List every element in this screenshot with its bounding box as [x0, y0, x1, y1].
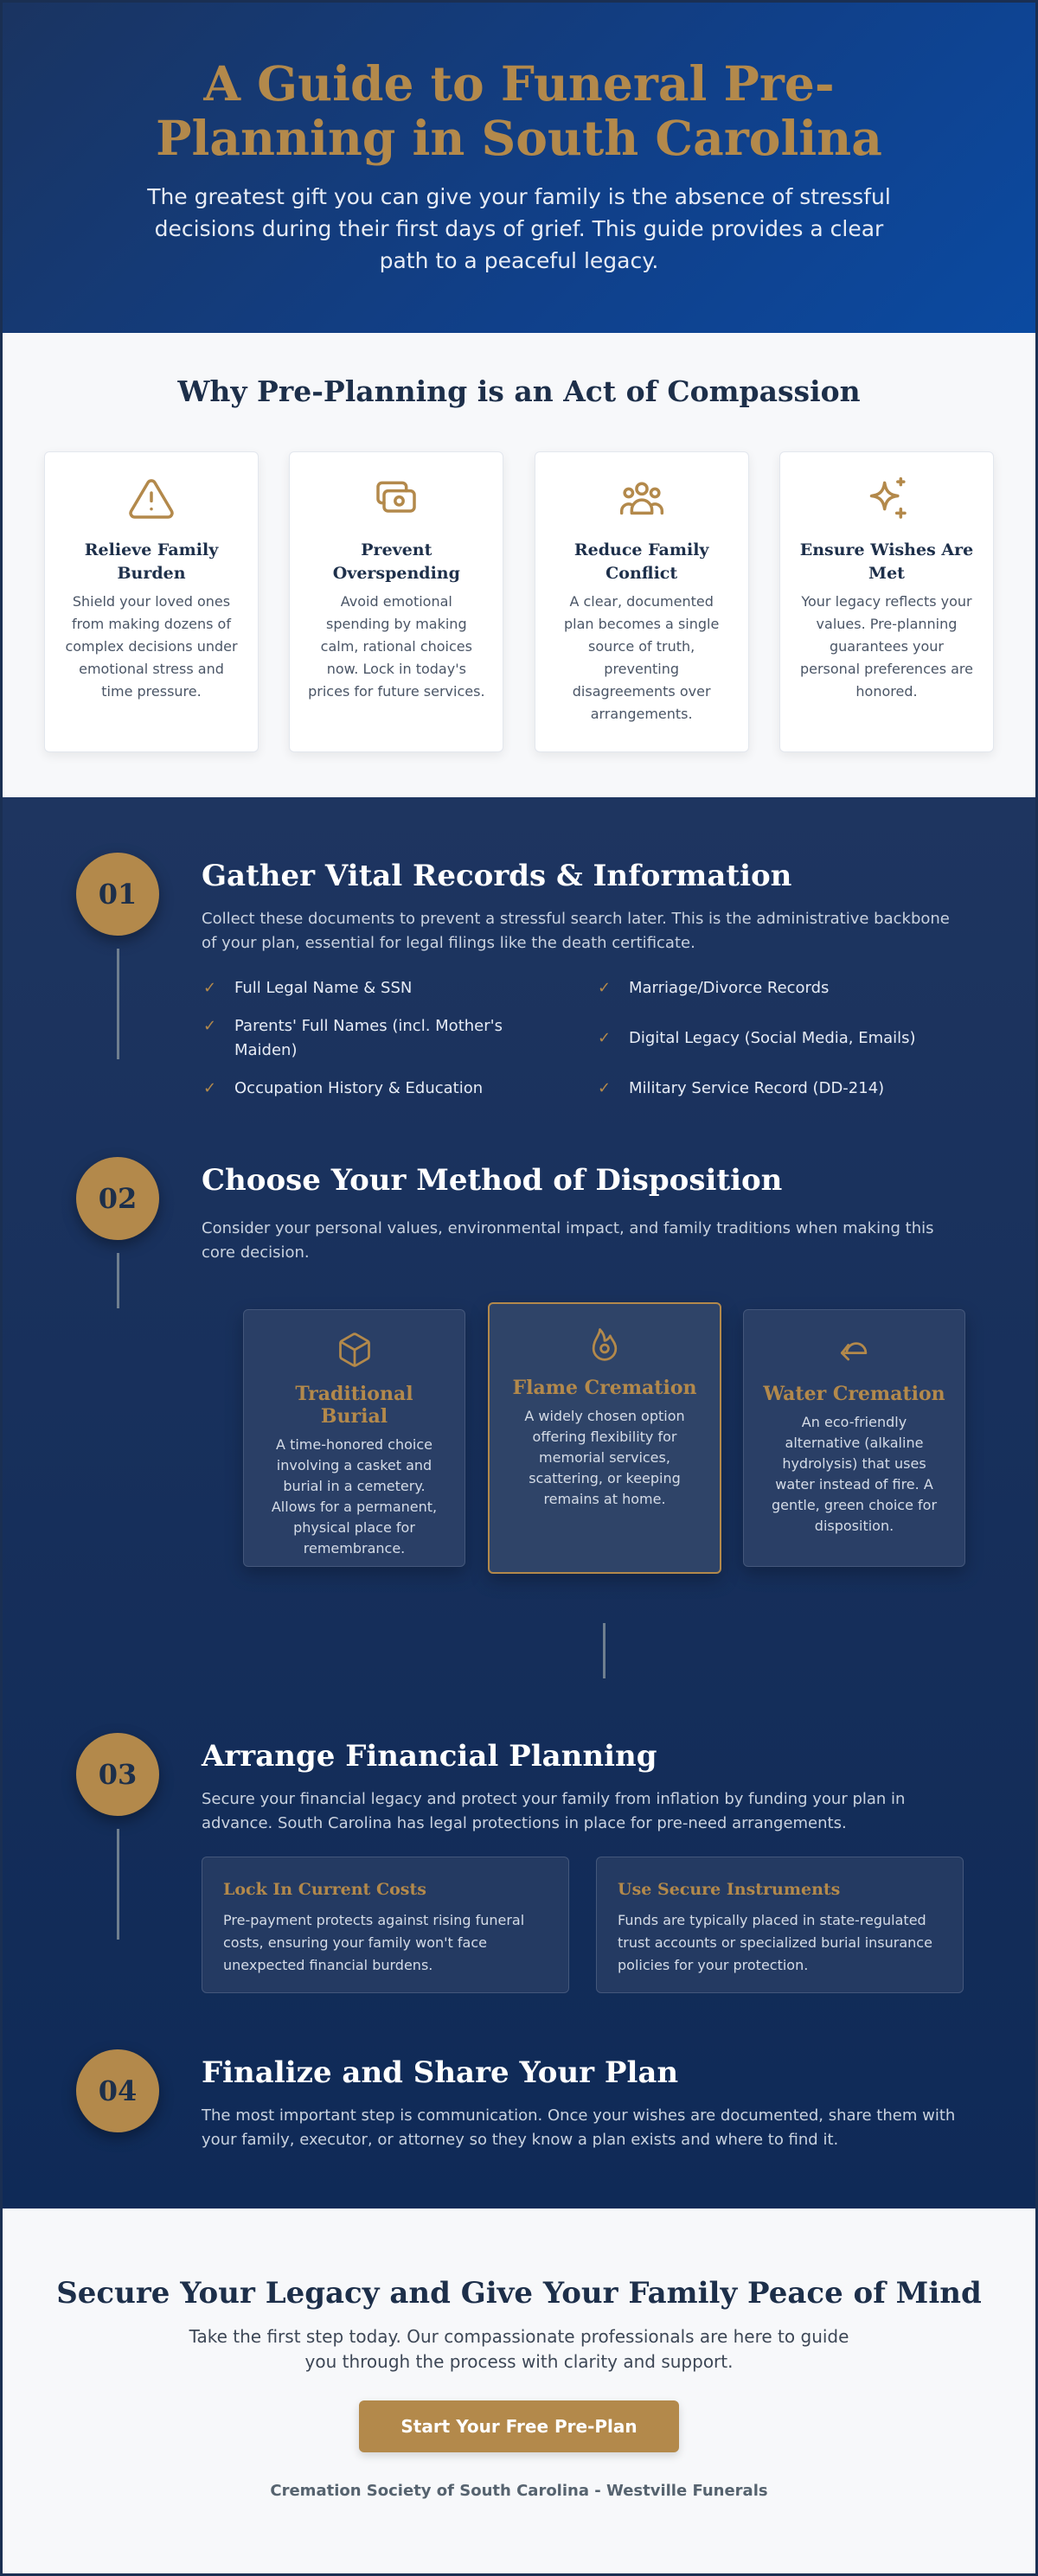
step-title: Finalize and Share Your Plan — [202, 2055, 679, 2090]
benefit-card-title: Relieve Family Burden — [84, 540, 219, 583]
option-text: An eco-friendly alternative (alkaline hydrolysis) that uses water instead of fire. A gentle, green choice for disposition. — [771, 1414, 938, 1534]
check-icon: ✓ — [203, 1017, 217, 1035]
water-icon — [836, 1331, 874, 1369]
benefit-card — [289, 451, 503, 752]
cta-title: Secure Your Legacy and Give Your Family Peace of Mind — [56, 2276, 982, 2311]
step-title: Arrange Financial Planning — [202, 1739, 657, 1774]
why-title: Why Pre-Planning is an Act of Compassion — [177, 374, 861, 408]
warning-triangle-icon — [127, 475, 176, 523]
cta-text: Take the first step today. Our compassionate professionals are here to guide you through the process with clarity and support. — [189, 2326, 849, 2372]
disposition-option-flame-cremation[interactable] — [488, 1302, 721, 1574]
benefit-card-text: A clear, documented plan becomes a single source of truth, preventing disagreements over arrangements. — [563, 593, 720, 722]
start-pre-plan-button[interactable]: Start Your Free Pre-Plan — [359, 2400, 679, 2452]
step-title: Gather Vital Records & Information — [202, 859, 792, 893]
timeline-line — [117, 1253, 119, 1308]
users-icon — [618, 475, 666, 523]
check-icon: ✓ — [598, 1029, 612, 1047]
check-icon: ✓ — [598, 979, 612, 997]
option-title: Traditional Burial — [295, 1383, 413, 1428]
option-title: Water Cremation — [763, 1383, 945, 1405]
step-description: Consider your personal values, environmental impact, and family traditions when making this core decision. — [202, 1219, 934, 1262]
timeline-line — [117, 1829, 119, 1940]
step-title: Choose Your Method of Disposition — [202, 1163, 783, 1198]
financial-box — [202, 1857, 569, 1993]
step-number: 04 — [76, 2049, 159, 2132]
hero-subtitle: The greatest gift you can give your family is the absence of stressful decisions during their first days of grief. This guide provides a clear path to a peaceful legacy. — [147, 184, 891, 273]
checklist-item: ✓ Parents' Full Names (incl. Mother's Maiden) — [203, 1014, 549, 1063]
financial-box-title: Use Secure Instruments — [618, 1880, 841, 1899]
checklist-item: ✓ Full Legal Name & SSN — [203, 976, 549, 1000]
benefit-card — [779, 451, 994, 752]
step-description: Secure your financial legacy and protect your family from inflation by funding your plan in advance. South Carolina has legal protections in place for pre-need arrangements. — [202, 1790, 906, 1832]
timeline-line — [603, 1623, 606, 1678]
box-icon — [336, 1331, 374, 1369]
footer-brand: Cremation Society of South Carolina - Westville Funerals — [270, 2482, 768, 2500]
sparkle-icon — [862, 475, 911, 523]
flame-icon — [586, 1325, 624, 1363]
checklist-item: ✓ Occupation History & Education — [203, 1077, 549, 1101]
cta-section — [3, 2208, 1035, 2576]
benefit-cards — [44, 451, 994, 752]
checklist-item: ✓ Military Service Record (DD-214) — [598, 1077, 961, 1101]
financial-box-title: Lock In Current Costs — [223, 1880, 426, 1899]
benefit-card-title: Prevent Overspending — [332, 540, 460, 583]
why-section — [3, 333, 1035, 797]
disposition-option-water-cremation[interactable] — [743, 1309, 965, 1567]
hero-section — [3, 3, 1035, 333]
check-icon: ✓ — [598, 1079, 612, 1097]
step-number: 02 — [76, 1157, 159, 1240]
benefit-card — [44, 451, 259, 752]
check-icon: ✓ — [203, 1079, 217, 1097]
hero-title: A Guide to Funeral Pre-Planning in South Carolina — [156, 55, 882, 166]
step-number: 01 — [76, 853, 159, 936]
option-text: A time-honored choice involving a casket and burial in a cemetery. Allows for a permanent, physical place for remembrance. — [271, 1436, 438, 1556]
financial-box-text: Funds are typically placed in state-regulated trust accounts or specialized burial insurance policies for your protection. — [618, 1912, 932, 1973]
step-description: The most important step is communication. Once your wishes are documented, share them with your family, executor, or attorney so they know a plan exists and where to find it. — [202, 2106, 956, 2149]
benefit-card-text: Avoid emotional spending by making calm, rational choices now. Lock in today's prices for future services. — [308, 593, 485, 700]
checklist-item: ✓ Marriage/Divorce Records — [598, 976, 961, 1000]
benefit-card-text: Shield your loved ones from making dozens of complex decisions under emotional stress and time pressure. — [65, 593, 238, 700]
benefit-card — [535, 451, 749, 752]
financial-box — [596, 1857, 964, 1993]
check-icon: ✓ — [203, 979, 217, 997]
benefit-card-title: Reduce Family Conflict — [573, 540, 709, 583]
step-number: 03 — [76, 1733, 159, 1816]
option-text: A widely chosen option offering flexibility for memorial services, scattering, or keeping remains at home. — [524, 1408, 685, 1507]
money-icon — [372, 475, 420, 523]
checklist-item: ✓ Digital Legacy (Social Media, Emails) — [598, 1026, 961, 1051]
option-title: Flame Cremation — [512, 1377, 697, 1399]
disposition-option-traditional-burial[interactable] — [243, 1309, 465, 1567]
benefit-card-text: Your legacy reflects your values. Pre-planning guarantees your personal preferences are honored. — [799, 593, 973, 700]
benefit-card-title: Ensure Wishes Are Met — [799, 540, 974, 583]
step-description: Collect these documents to prevent a stressful search later. This is the administrative backbone of your plan, essential for legal filings like the death certificate. — [202, 910, 950, 952]
financial-box-text: Pre-payment protects against rising funeral costs, ensuring your family won't face unexpected financial burdens. — [223, 1912, 525, 1973]
timeline-line — [117, 949, 119, 1059]
